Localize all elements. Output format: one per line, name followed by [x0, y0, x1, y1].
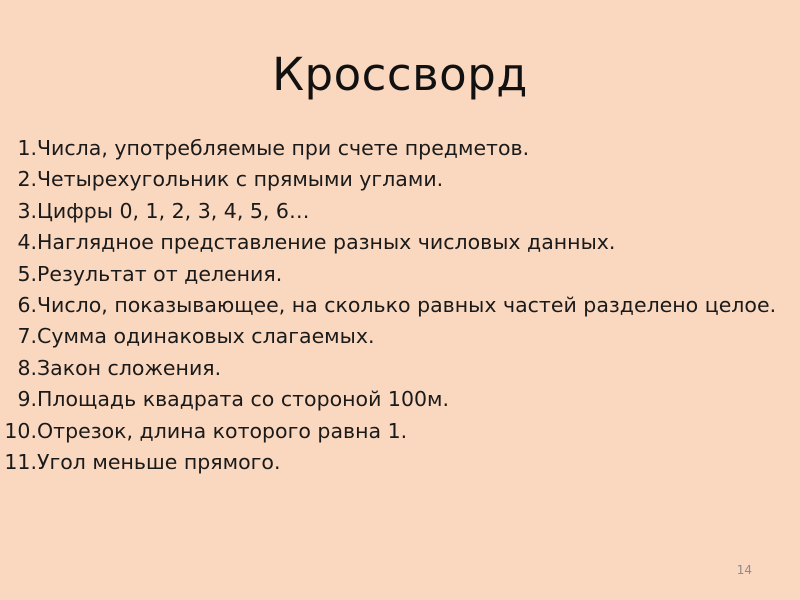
list-item: [0, 384, 780, 415]
item-number: 7.: [17, 324, 37, 349]
item-number: 1.: [17, 136, 37, 160]
item-text: Отрезок, длина которого равна 1.: [37, 418, 408, 443]
list-item: [0, 290, 780, 321]
item-text: Площадь квадрата со стороной 100м.: [37, 387, 450, 412]
list-item: [0, 259, 780, 290]
list-item: [0, 321, 780, 352]
item-text: Наглядное представление разных числовых данных.: [37, 230, 616, 255]
list-item: [0, 196, 780, 227]
slide-title: Кроссворд: [272, 48, 528, 102]
list-item: [0, 447, 780, 478]
item-text: Цифры 0, 1, 2, 3, 4, 5, 6…: [37, 198, 310, 223]
crossword-questions-list: [0, 133, 780, 478]
item-number: 3.: [17, 198, 37, 223]
item-number: 9.: [17, 387, 37, 412]
list-item: [0, 416, 780, 447]
item-text: Результат от деления.: [37, 261, 283, 286]
item-text: Четырехугольник с прямыми углами.: [37, 167, 444, 192]
item-text: Угол меньше прямого.: [37, 450, 281, 475]
item-number: 11.: [4, 450, 37, 475]
list-item: [0, 133, 780, 164]
list-item: [0, 353, 780, 384]
item-number: 2.: [17, 167, 37, 192]
item-text: Закон сложения.: [37, 355, 222, 380]
list-item: [0, 164, 780, 195]
page-number: 14: [736, 563, 752, 577]
item-text: Числа, употребляемые при счете предметов.: [37, 136, 530, 160]
list-item: [0, 227, 780, 258]
item-number: 6.: [17, 293, 37, 318]
item-number: 10.: [4, 418, 37, 443]
item-number: 8.: [17, 355, 37, 380]
item-text: Сумма одинаковых слагаемых.: [37, 324, 375, 349]
item-number: 5.: [17, 261, 37, 286]
item-text: Число, показывающее, на сколько равных частей разделено целое.: [37, 293, 777, 318]
item-number: 4.: [17, 230, 37, 255]
